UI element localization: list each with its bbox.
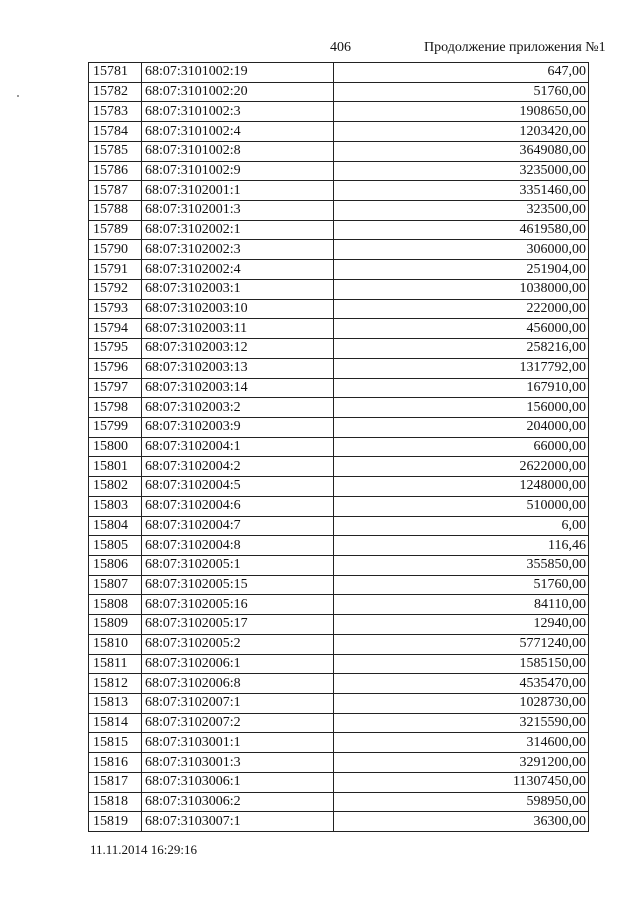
row-number-cell: 15818 [89,792,142,812]
page-number: 406 [330,40,351,55]
table-row [89,240,589,260]
row-number-cell: 15785 [89,141,142,161]
row-number-cell: 15812 [89,674,142,694]
row-number-cell: 15781 [89,63,142,83]
row-number-cell: 15807 [89,575,142,595]
row-number-cell: 15795 [89,339,142,359]
cadastral-table-container [88,62,589,832]
cadastral-number-cell: 68:07:3102005:2 [142,634,334,654]
table-row [89,141,589,161]
cadastral-value-cell: 6,00 [334,516,589,536]
cadastral-number-cell: 68:07:3102003:12 [142,339,334,359]
table-row [89,615,589,635]
cadastral-number-cell: 68:07:3102005:16 [142,595,334,615]
row-number-cell: 15799 [89,417,142,437]
cadastral-value-cell: 251904,00 [334,260,589,280]
table-row [89,477,589,497]
cadastral-number-cell: 68:07:3103007:1 [142,812,334,832]
row-number-cell: 15800 [89,437,142,457]
table-row [89,437,589,457]
cadastral-number-cell: 68:07:3102002:4 [142,260,334,280]
row-number-cell: 15819 [89,812,142,832]
cadastral-value-cell: 4535470,00 [334,674,589,694]
cadastral-number-cell: 68:07:3103001:1 [142,733,334,753]
cadastral-number-cell: 68:07:3102007:2 [142,713,334,733]
table-row [89,201,589,221]
table-row [89,674,589,694]
cadastral-number-cell: 68:07:3102003:13 [142,358,334,378]
cadastral-value-cell: 1317792,00 [334,358,589,378]
cadastral-number-cell: 68:07:3102003:10 [142,299,334,319]
cadastral-number-cell: 68:07:3101002:3 [142,102,334,122]
cadastral-number-cell: 68:07:3102003:14 [142,378,334,398]
row-number-cell: 15796 [89,358,142,378]
table-row [89,319,589,339]
cadastral-value-cell: 1038000,00 [334,279,589,299]
scan-speck [17,95,19,97]
cadastral-number-cell: 68:07:3102001:1 [142,181,334,201]
cadastral-number-cell: 68:07:3102004:6 [142,496,334,516]
table-row [89,63,589,83]
table-row [89,398,589,418]
cadastral-value-cell: 3235000,00 [334,161,589,181]
cadastral-number-cell: 68:07:3103006:1 [142,772,334,792]
table-row [89,82,589,102]
cadastral-value-cell: 1203420,00 [334,122,589,142]
table-row [89,792,589,812]
table-row [89,161,589,181]
table-row [89,694,589,714]
row-number-cell: 15788 [89,201,142,221]
row-number-cell: 15804 [89,516,142,536]
table-row [89,299,589,319]
cadastral-number-cell: 68:07:3103001:3 [142,753,334,773]
row-number-cell: 15790 [89,240,142,260]
cadastral-number-cell: 68:07:3102003:2 [142,398,334,418]
cadastral-number-cell: 68:07:3101002:8 [142,141,334,161]
row-number-cell: 15811 [89,654,142,674]
row-number-cell: 15794 [89,319,142,339]
table-row [89,575,589,595]
table-row [89,536,589,556]
row-number-cell: 15805 [89,536,142,556]
table-row [89,812,589,832]
cadastral-number-cell: 68:07:3102003:1 [142,279,334,299]
row-number-cell: 15786 [89,161,142,181]
row-number-cell: 15815 [89,733,142,753]
cadastral-value-cell: 510000,00 [334,496,589,516]
cadastral-value-cell: 306000,00 [334,240,589,260]
cadastral-value-cell: 1248000,00 [334,477,589,497]
cadastral-number-cell: 68:07:3102003:9 [142,417,334,437]
cadastral-value-cell: 12940,00 [334,615,589,635]
cadastral-value-cell: 4619580,00 [334,220,589,240]
cadastral-value-cell: 456000,00 [334,319,589,339]
table-row [89,102,589,122]
table-row [89,220,589,240]
cadastral-value-cell: 2622000,00 [334,457,589,477]
cadastral-value-cell: 647,00 [334,63,589,83]
table-row [89,457,589,477]
cadastral-number-cell: 68:07:3101002:19 [142,63,334,83]
cadastral-number-cell: 68:07:3102007:1 [142,694,334,714]
row-number-cell: 15782 [89,82,142,102]
table-row [89,260,589,280]
cadastral-value-cell: 66000,00 [334,437,589,457]
cadastral-number-cell: 68:07:3103006:2 [142,792,334,812]
cadastral-value-cell: 3291200,00 [334,753,589,773]
table-row [89,555,589,575]
cadastral-number-cell: 68:07:3102001:3 [142,201,334,221]
table-row [89,634,589,654]
table-row [89,753,589,773]
row-number-cell: 15810 [89,634,142,654]
cadastral-number-cell: 68:07:3102004:2 [142,457,334,477]
cadastral-number-cell: 68:07:3102004:1 [142,437,334,457]
cadastral-value-cell: 222000,00 [334,299,589,319]
cadastral-value-cell: 258216,00 [334,339,589,359]
table-row [89,417,589,437]
row-number-cell: 15813 [89,694,142,714]
row-number-cell: 15784 [89,122,142,142]
row-number-cell: 15802 [89,477,142,497]
row-number-cell: 15808 [89,595,142,615]
table-row [89,339,589,359]
row-number-cell: 15789 [89,220,142,240]
table-row [89,713,589,733]
cadastral-number-cell: 68:07:3101002:20 [142,82,334,102]
table-row [89,654,589,674]
row-number-cell: 15797 [89,378,142,398]
cadastral-number-cell: 68:07:3101002:9 [142,161,334,181]
cadastral-number-cell: 68:07:3102004:7 [142,516,334,536]
cadastral-number-cell: 68:07:3102006:1 [142,654,334,674]
cadastral-number-cell: 68:07:3102002:3 [142,240,334,260]
cadastral-value-cell: 3649080,00 [334,141,589,161]
cadastral-value-cell: 314600,00 [334,733,589,753]
cadastral-number-cell: 68:07:3102005:1 [142,555,334,575]
cadastral-number-cell: 68:07:3102004:8 [142,536,334,556]
cadastral-number-cell: 68:07:3102005:17 [142,615,334,635]
cadastral-number-cell: 68:07:3102002:1 [142,220,334,240]
cadastral-value-cell: 598950,00 [334,792,589,812]
cadastral-value-cell: 323500,00 [334,201,589,221]
table-row [89,595,589,615]
cadastral-value-cell: 1585150,00 [334,654,589,674]
table-body [89,63,589,832]
cadastral-value-cell: 3215590,00 [334,713,589,733]
table-row [89,122,589,142]
cadastral-value-cell: 36300,00 [334,812,589,832]
cadastral-value-cell: 51760,00 [334,575,589,595]
cadastral-number-cell: 68:07:3102004:5 [142,477,334,497]
table-row [89,516,589,536]
row-number-cell: 15787 [89,181,142,201]
cadastral-value-cell: 1908650,00 [334,102,589,122]
cadastral-value-cell: 204000,00 [334,417,589,437]
row-number-cell: 15793 [89,299,142,319]
cadastral-value-cell: 51760,00 [334,82,589,102]
table-row [89,496,589,516]
cadastral-value-cell: 1028730,00 [334,694,589,714]
row-number-cell: 15792 [89,279,142,299]
table-row [89,378,589,398]
cadastral-value-cell: 116,46 [334,536,589,556]
cadastral-value-cell: 3351460,00 [334,181,589,201]
table-row [89,733,589,753]
cadastral-value-cell: 84110,00 [334,595,589,615]
row-number-cell: 15801 [89,457,142,477]
row-number-cell: 15791 [89,260,142,280]
cadastral-number-cell: 68:07:3102005:15 [142,575,334,595]
row-number-cell: 15814 [89,713,142,733]
cadastral-value-cell: 167910,00 [334,378,589,398]
row-number-cell: 15798 [89,398,142,418]
cadastral-number-cell: 68:07:3102006:8 [142,674,334,694]
cadastral-value-table [88,62,589,832]
table-row [89,772,589,792]
appendix-note: Продолжение приложения №1 [424,40,606,55]
cadastral-number-cell: 68:07:3101002:4 [142,122,334,142]
row-number-cell: 15809 [89,615,142,635]
row-number-cell: 15816 [89,753,142,773]
table-row [89,358,589,378]
cadastral-value-cell: 5771240,00 [334,634,589,654]
cadastral-value-cell: 355850,00 [334,555,589,575]
row-number-cell: 15783 [89,102,142,122]
print-timestamp: 11.11.2014 16:29:16 [90,842,198,857]
cadastral-value-cell: 11307450,00 [334,772,589,792]
row-number-cell: 15803 [89,496,142,516]
table-row [89,279,589,299]
cadastral-number-cell: 68:07:3102003:11 [142,319,334,339]
cadastral-value-cell: 156000,00 [334,398,589,418]
row-number-cell: 15806 [89,555,142,575]
row-number-cell: 15817 [89,772,142,792]
table-row [89,181,589,201]
